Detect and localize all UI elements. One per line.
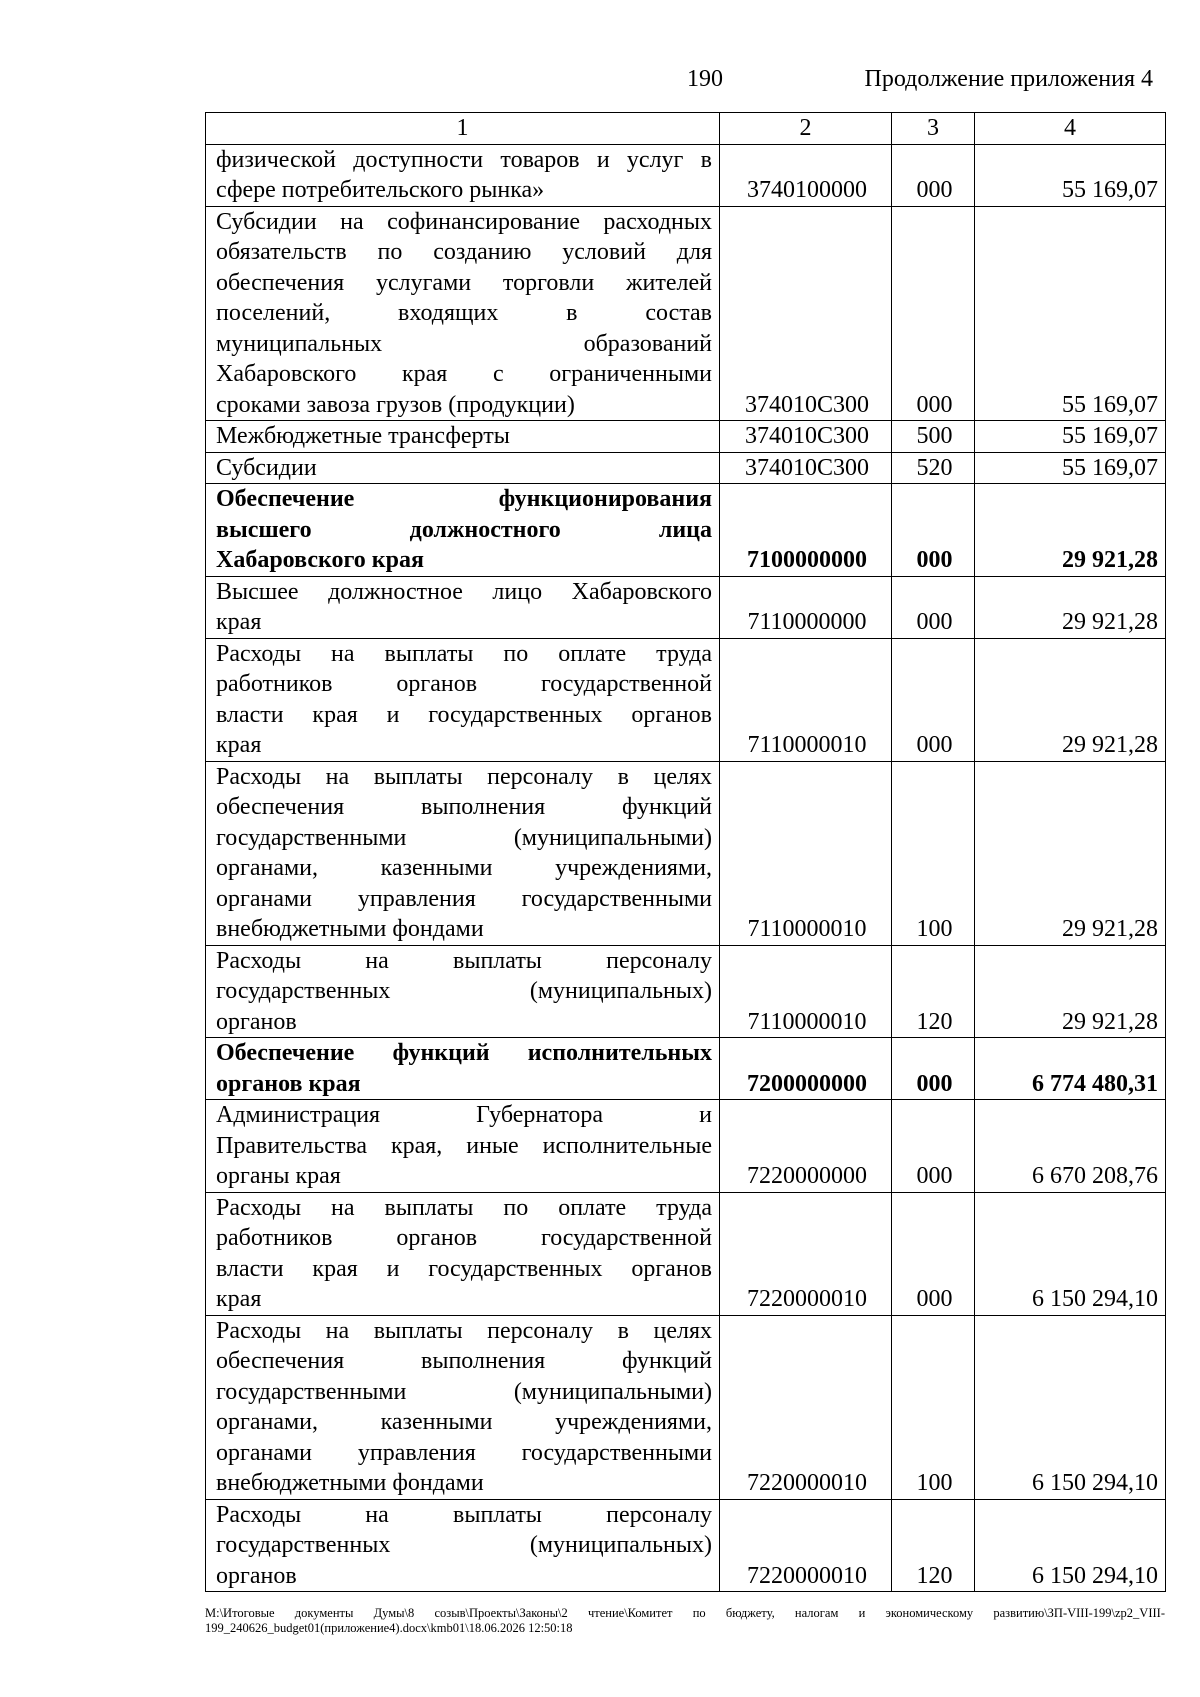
- budget-table: [205, 112, 1166, 1592]
- amount-cell: 55 169,07: [975, 144, 1166, 206]
- amount-cell: 6 150 294,10: [975, 1192, 1166, 1315]
- expense-name-line: сроками завоза грузов (продукции): [216, 391, 575, 418]
- target-article-code-cell: 374010C300: [720, 421, 892, 453]
- expense-name-line: органами управления государственными: [216, 1439, 712, 1466]
- amount-cell: 29 921,28: [975, 945, 1166, 1038]
- target-article-code-cell: 7200000000: [720, 1038, 892, 1100]
- table-row: [206, 421, 1166, 453]
- expense-type-cell: 000: [892, 144, 975, 206]
- target-article-code-cell: 374010C300: [720, 206, 892, 421]
- expense-name-line: Расходы на выплаты по оплате труда: [216, 1194, 712, 1221]
- expense-type-cell: 000: [892, 576, 975, 638]
- expense-name-line: Обеспечение функций исполнительных: [216, 1040, 712, 1066]
- expense-name-line: Субсидии на софинансирование расходных: [216, 208, 712, 235]
- table-row: [206, 945, 1166, 1038]
- expense-name-line: работников органов государственной: [216, 1225, 712, 1251]
- amount-cell: 6 670 208,76: [975, 1100, 1166, 1193]
- expense-type-cell: 000: [892, 484, 975, 577]
- target-article-code-cell: 7100000000: [720, 484, 892, 577]
- expense-name-line: внебюджетными фондами: [216, 1470, 484, 1496]
- column-header: 4: [975, 113, 1166, 145]
- expense-type-cell: 000: [892, 1192, 975, 1315]
- expense-name-cell: [206, 945, 720, 1038]
- expense-name-line: работников органов государственной: [216, 671, 712, 697]
- expense-name-cell: [206, 1192, 720, 1315]
- expense-type-cell: 000: [892, 1100, 975, 1193]
- expense-name-line: органами управления государственными: [216, 885, 712, 912]
- amount-cell: 29 921,28: [975, 761, 1166, 945]
- target-article-code-cell: 7110000000: [720, 576, 892, 638]
- table-row: [206, 1100, 1166, 1193]
- table-row: [206, 1315, 1166, 1499]
- expense-name-line: обеспечения выполнения функций: [216, 1348, 712, 1374]
- expense-name-line: Хабаровского края: [216, 547, 424, 573]
- expense-name-line: Межбюджетные трансферты: [216, 423, 510, 449]
- expense-name-cell: [206, 1038, 720, 1100]
- expense-type-cell: 000: [892, 206, 975, 421]
- expense-type-cell: 120: [892, 945, 975, 1038]
- expense-name-line: власти края и государственных органов: [216, 1255, 712, 1282]
- table-row: [206, 144, 1166, 206]
- expense-type-cell: 100: [892, 1315, 975, 1499]
- amount-cell: 6 774 480,31: [975, 1038, 1166, 1100]
- amount-cell: 6 150 294,10: [975, 1499, 1166, 1592]
- expense-name-line: сфере потребительского рынка»: [216, 177, 545, 203]
- target-article-code-cell: 7110000010: [720, 638, 892, 761]
- table-row: [206, 638, 1166, 761]
- expense-name-line: государственных (муниципальных): [216, 1532, 712, 1558]
- expense-name-line: органы края: [216, 1163, 341, 1189]
- expense-name-line: края: [216, 1286, 262, 1312]
- expense-name-line: Высшее должностное лицо Хабаровского: [216, 578, 712, 605]
- expense-name-line: Расходы на выплаты персоналу: [216, 1501, 712, 1528]
- expense-name-line: органов: [216, 1008, 297, 1035]
- expense-name-line: органами, казенными учреждениями,: [216, 1409, 712, 1435]
- expense-name-cell: [206, 452, 720, 484]
- expense-name-cell: [206, 1315, 720, 1499]
- target-article-code-cell: 374010C300: [720, 452, 892, 484]
- expense-name-cell: [206, 206, 720, 421]
- expense-type-cell: 520: [892, 452, 975, 484]
- expense-name-line: края: [216, 732, 262, 758]
- budget-table-body: [206, 113, 1166, 1592]
- expense-name-line: поселений, входящих в состав: [216, 300, 712, 326]
- expense-name-line: органами, казенными учреждениями,: [216, 855, 712, 881]
- expense-name-line: внебюджетными фондами: [216, 916, 484, 942]
- expense-name-line: государственными (муниципальными): [216, 1378, 712, 1405]
- column-header: 1: [206, 113, 720, 145]
- amount-cell: 29 921,28: [975, 576, 1166, 638]
- table-row: [206, 484, 1166, 577]
- expense-name-line: власти края и государственных органов: [216, 701, 712, 728]
- expense-name-line: обеспечения услугами торговли жителей: [216, 269, 712, 296]
- expense-name-line: края: [216, 609, 262, 635]
- column-number-row: [206, 113, 1166, 145]
- target-article-code-cell: 7220000010: [720, 1315, 892, 1499]
- amount-cell: 29 921,28: [975, 484, 1166, 577]
- amount-cell: 6 150 294,10: [975, 1315, 1166, 1499]
- target-article-code-cell: 3740100000: [720, 144, 892, 206]
- page-header: [205, 66, 1165, 100]
- expense-name-line: Расходы на выплаты по оплате труда: [216, 640, 712, 667]
- expense-type-cell: 000: [892, 1038, 975, 1100]
- target-article-code-cell: 7110000010: [720, 761, 892, 945]
- expense-name-line: Хабаровского края с ограниченными: [216, 361, 712, 387]
- expense-name-line: Обеспечение функционирования: [216, 486, 712, 512]
- table-row: [206, 576, 1166, 638]
- expense-name-cell: [206, 1499, 720, 1592]
- target-article-code-cell: 7110000010: [720, 945, 892, 1038]
- expense-name-line: Расходы на выплаты персоналу в целях: [216, 763, 712, 790]
- table-row: [206, 1192, 1166, 1315]
- table-row: [206, 1499, 1166, 1592]
- expense-type-cell: 000: [892, 638, 975, 761]
- expense-name-line: Субсидии: [216, 454, 317, 481]
- expense-name-line: Расходы на выплаты персоналу: [216, 947, 712, 974]
- expense-name-line: органов края: [216, 1070, 361, 1097]
- expense-name-line: Правительства края, иные исполнительные: [216, 1132, 712, 1159]
- expense-name-cell: [206, 484, 720, 577]
- expense-name-cell: [206, 421, 720, 453]
- expense-name-line: физической доступности товаров и услуг в: [216, 146, 712, 173]
- expense-name-line: органов: [216, 1562, 297, 1589]
- expense-name-line: государственных (муниципальных): [216, 978, 712, 1004]
- expense-name-line: обязательств по созданию условий для: [216, 239, 712, 265]
- column-header: 3: [892, 113, 975, 145]
- expense-name-line: Администрация Губернатора и: [216, 1102, 712, 1128]
- amount-cell: 29 921,28: [975, 638, 1166, 761]
- expense-type-cell: 100: [892, 761, 975, 945]
- expense-name-line: муниципальных образований: [216, 330, 712, 357]
- expense-name-line: государственными (муниципальными): [216, 824, 712, 851]
- table-row: [206, 206, 1166, 421]
- amount-cell: 55 169,07: [975, 421, 1166, 453]
- amount-cell: 55 169,07: [975, 206, 1166, 421]
- expense-name-cell: [206, 638, 720, 761]
- column-header: 2: [720, 113, 892, 145]
- expense-type-cell: 120: [892, 1499, 975, 1592]
- table-row: [206, 452, 1166, 484]
- expense-name-cell: [206, 576, 720, 638]
- expense-name-cell: [206, 1100, 720, 1193]
- expense-name-line: обеспечения выполнения функций: [216, 794, 712, 820]
- expense-name-cell: [206, 144, 720, 206]
- table-row: [206, 761, 1166, 945]
- target-article-code-cell: 7220000000: [720, 1100, 892, 1193]
- expense-name-line: Расходы на выплаты персоналу в целях: [216, 1317, 712, 1344]
- page-number: 190: [687, 66, 723, 92]
- expense-name-line: высшего должностного лица: [216, 516, 712, 543]
- appendix-continuation-label: Продолжение приложения 4: [864, 66, 1153, 92]
- amount-cell: 55 169,07: [975, 452, 1166, 484]
- target-article-code-cell: 7220000010: [720, 1499, 892, 1592]
- target-article-code-cell: 7220000010: [720, 1192, 892, 1315]
- expense-name-cell: [206, 761, 720, 945]
- expense-type-cell: 500: [892, 421, 975, 453]
- table-row: [206, 1038, 1166, 1100]
- document-file-path: M:\Итоговые документы Думы\8 созыв\Проекты\Законы\2 чтение\Комитет по бюджету, налогам и экономическому развитию\ЗП-VIII-199\zp2_VIII-199_240626_budget01(приложение4).docx\kmb01\18.06.2026 12:50:18: [205, 1606, 1165, 1635]
